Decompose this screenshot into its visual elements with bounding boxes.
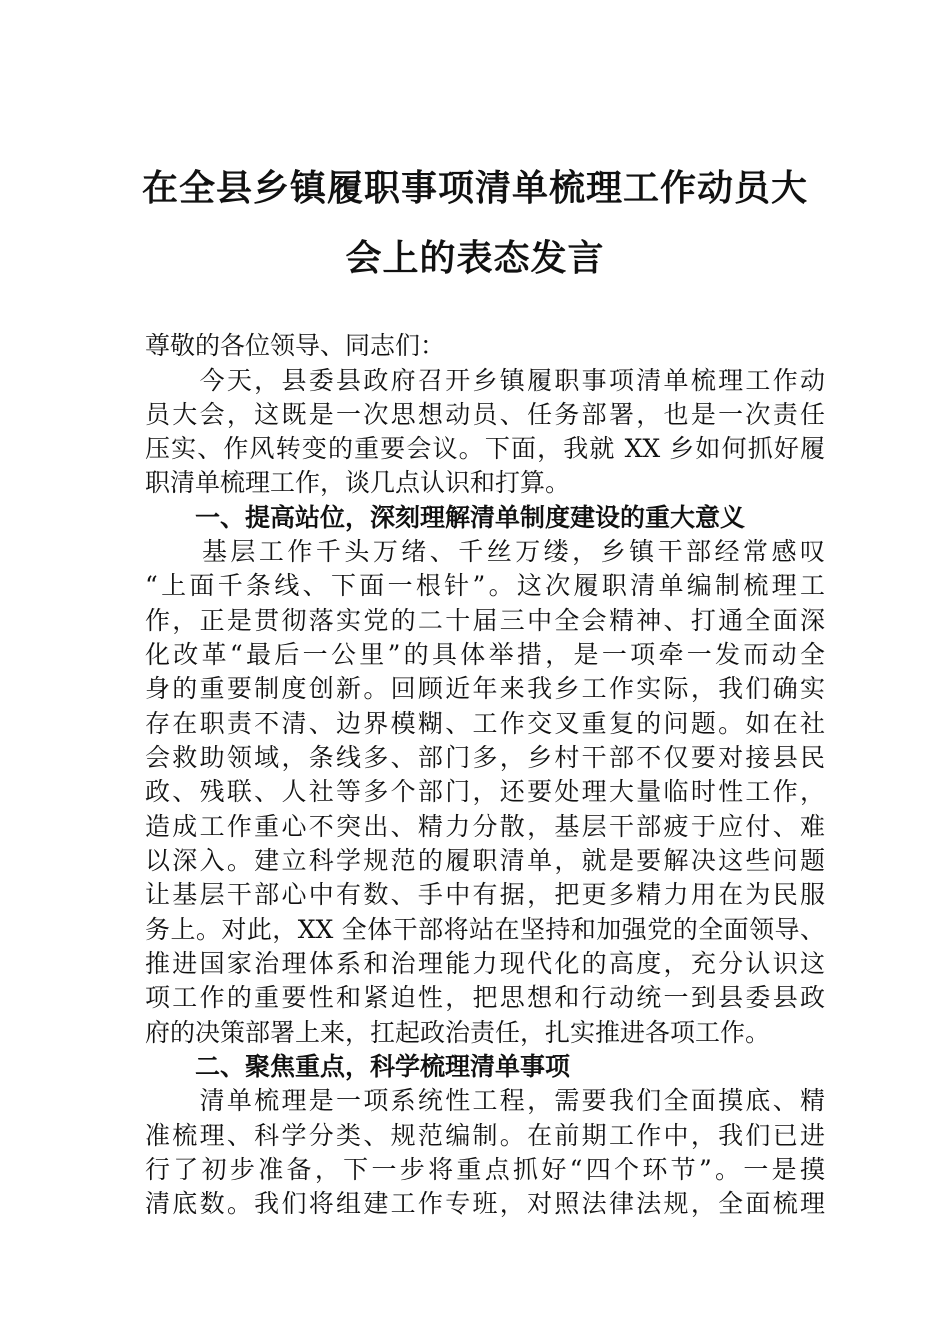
paragraph-line: 准梳理、科学分类、规范编制。在前期工作中，我们已进 bbox=[145, 1121, 825, 1150]
paragraph-line: 清单梳理是一项系统性工程，需要我们全面摸底、精 bbox=[145, 1086, 825, 1115]
paragraph-line: 让基层干部心中有数、手中有据，把更多精力用在为民服 bbox=[145, 880, 825, 909]
section-heading-2: 二、聚焦重点，科学梳理清单事项 bbox=[145, 1052, 571, 1081]
document-title-line-2: 会上的表态发言 bbox=[345, 237, 605, 279]
paragraph-line: 项工作的重要性和紧迫性，把思想和行动统一到县委县政 bbox=[145, 983, 825, 1012]
paragraph-line: 清底数。我们将组建工作专班，对照法律法规，全面梳理 bbox=[145, 1189, 825, 1218]
salutation: 尊敬的各位领导、同志们： bbox=[145, 331, 446, 360]
paragraph-line: 会救助领域，条线多、部门多，乡村干部不仅要对接县民 bbox=[145, 743, 825, 772]
paragraph-line: 造成工作重心不突出、精力分散，基层干部疲于应付、难 bbox=[145, 812, 825, 841]
paragraph-line: 政、残联、人社等多个部门，还要处理大量临时性工作， bbox=[145, 777, 825, 806]
paragraph-line: 作，正是贯彻落实党的二十届三中全会精神、打通全面深 bbox=[145, 606, 825, 635]
document-title-line-1: 在全县乡镇履职事项清单梳理工作动员大 bbox=[141, 167, 808, 209]
paragraph-line: 以深入。建立科学规范的履职清单，就是要解决这些问题 bbox=[145, 846, 825, 875]
paragraph-line: “上面千条线、下面一根针”。这次履职清单编制梳理工 bbox=[145, 571, 825, 600]
paragraph-line: 化改革“最后一公里”的具体举措，是一项牵一发而动全 bbox=[145, 640, 825, 669]
paragraph-line: 行了初步准备，下一步将重点抓好“四个环节”。一是摸 bbox=[145, 1155, 825, 1184]
section-heading-1: 一、提高站位，深刻理解清单制度建设的重大意义 bbox=[145, 503, 746, 532]
paragraph-line: 推进国家治理体系和治理能力现代化的高度，充分认识这 bbox=[145, 949, 825, 978]
paragraph-line: 压实、作风转变的重要会议。下面，我就 XX 乡如何抓好履 bbox=[145, 434, 825, 463]
paragraph-line: 基层工作千头万绪、千丝万缕，乡镇干部经常感叹 bbox=[145, 537, 825, 566]
paragraph-line: 务上。对此，XX 全体干部将站在坚持和加强党的全面领导、 bbox=[145, 915, 825, 944]
paragraph-line: 存在职责不清、边界模糊、工作交叉重复的问题。如在社 bbox=[145, 709, 825, 738]
paragraph-line: 今天，县委县政府召开乡镇履职事项清单梳理工作动 bbox=[145, 366, 825, 395]
paragraph-line: 员大会，这既是一次思想动员、任务部署，也是一次责任 bbox=[145, 400, 825, 429]
paragraph-line: 职清单梳理工作，谈几点认识和打算。 bbox=[145, 468, 571, 497]
paragraph-line: 府的决策部署上来，扛起政治责任，扎实推进各项工作。 bbox=[145, 1018, 771, 1047]
paragraph-line: 身的重要制度创新。回顾近年来我乡工作实际，我们确实 bbox=[145, 674, 825, 703]
